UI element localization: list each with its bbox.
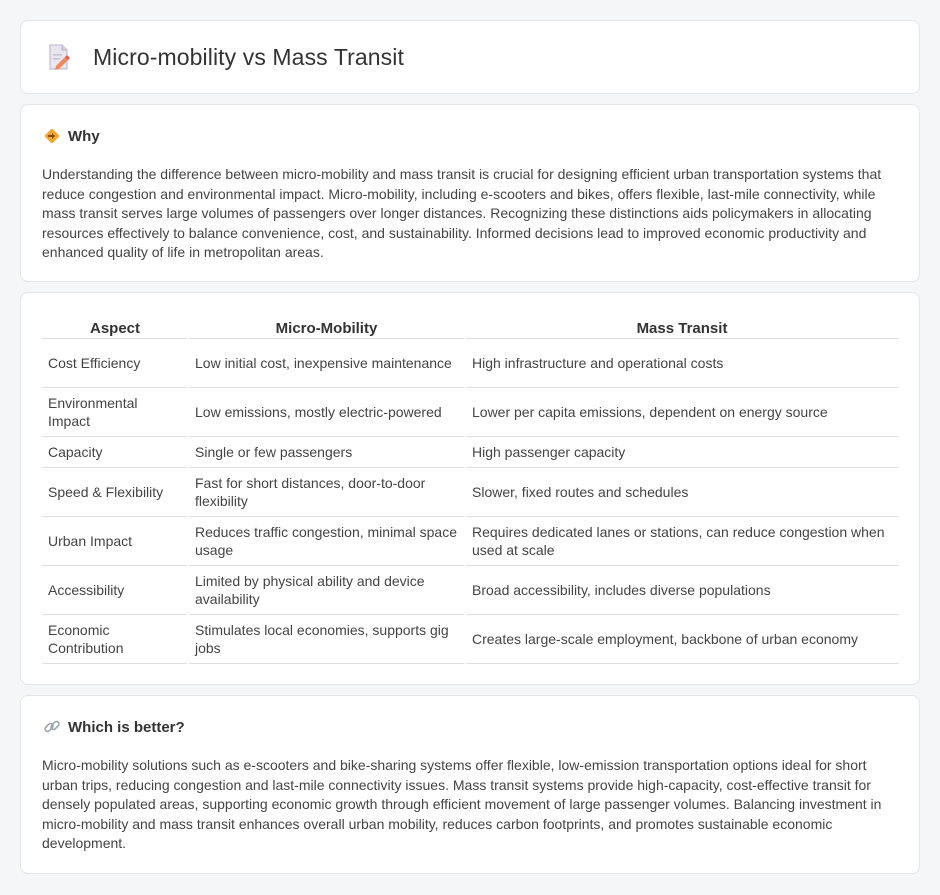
table-row (42, 436, 899, 467)
table-cell: High passenger capacity (465, 436, 899, 467)
table-row (42, 467, 899, 516)
table-row (42, 614, 899, 663)
table-cell: Creates large-scale employment, backbone of urban economy (465, 614, 899, 663)
better-title: Which is better? (68, 718, 185, 736)
why-section (20, 104, 920, 282)
title-row (47, 43, 404, 71)
comparison-table (42, 315, 899, 664)
table-cell: Cost Efficiency (42, 338, 188, 387)
table-cell: Speed & Flexibility (42, 467, 188, 516)
why-text: Understanding the difference between micro-mobility and mass transit is crucial for designing efficient urban transportation systems that reduce congestion and environmental impact. Micro-mobility, including e-scooters and bikes, offers flexible, last-mile connectivity, while mass transit serves large volumes of passengers over longer distances. Recognizing these distinctions aids policymakers in allocating resources effectively to balance convenience, cost, and sustainability. Informed decisions lead to improved economic productivity and enhanced quality of life in metropolitan areas. (42, 166, 882, 260)
page-title: Micro-mobility vs Mass Transit (93, 43, 404, 70)
better-text: Micro-mobility solutions such as e-scooters and bike-sharing systems offer flexible, low-emission transportation options ideal for short urban trips, reducing congestion and last-mile connectivity issues. Mass transit systems provide high-capacity, cost-effective transit for densely populated areas, supporting economic growth through efficient movement of large passenger volumes. Balancing investment in micro-mobility and mass transit enhances overall urban mobility, reduces carbon footprints, and promotes sustainable economic development. (42, 757, 882, 851)
table-row (42, 516, 899, 565)
link-icon (43, 718, 61, 736)
table-cell: Environmental Impact (42, 387, 188, 436)
column-header: Mass Transit (465, 315, 899, 338)
diamond-sign-icon (43, 127, 61, 145)
table-cell: Lower per capita emissions, dependent on energy source (465, 387, 899, 436)
title-card (20, 20, 920, 94)
table-header-row (42, 315, 899, 338)
table-cell: Broad accessibility, includes diverse populations (465, 565, 899, 614)
table-row (42, 565, 899, 614)
table-cell: Fast for short distances, door-to-door flexibility (188, 467, 465, 516)
table-cell: Low emissions, mostly electric-powered (188, 387, 465, 436)
table-cell: Accessibility (42, 565, 188, 614)
table-cell: Capacity (42, 436, 188, 467)
table-cell: Requires dedicated lanes or stations, can reduce congestion when used at scale (465, 516, 899, 565)
table-cell: Single or few passengers (188, 436, 465, 467)
table-cell: Urban Impact (42, 516, 188, 565)
document-edit-icon (47, 43, 71, 71)
better-header (43, 718, 185, 736)
column-header: Aspect (42, 315, 188, 338)
table-cell: Slower, fixed routes and schedules (465, 467, 899, 516)
comparison-section (20, 292, 920, 685)
table-cell: High infrastructure and operational costs (465, 338, 899, 387)
table-row (42, 338, 899, 387)
which-is-better-section (20, 695, 920, 874)
why-header (43, 127, 100, 145)
table-row (42, 387, 899, 436)
table-cell: Reduces traffic congestion, minimal space usage (188, 516, 465, 565)
column-header: Micro-Mobility (188, 315, 465, 338)
table-cell: Limited by physical ability and device availability (188, 565, 465, 614)
table-cell: Economic Contribution (42, 614, 188, 663)
why-title: Why (68, 127, 100, 145)
table-cell: Stimulates local economies, supports gig jobs (188, 614, 465, 663)
table-cell: Low initial cost, inexpensive maintenance (188, 338, 465, 387)
